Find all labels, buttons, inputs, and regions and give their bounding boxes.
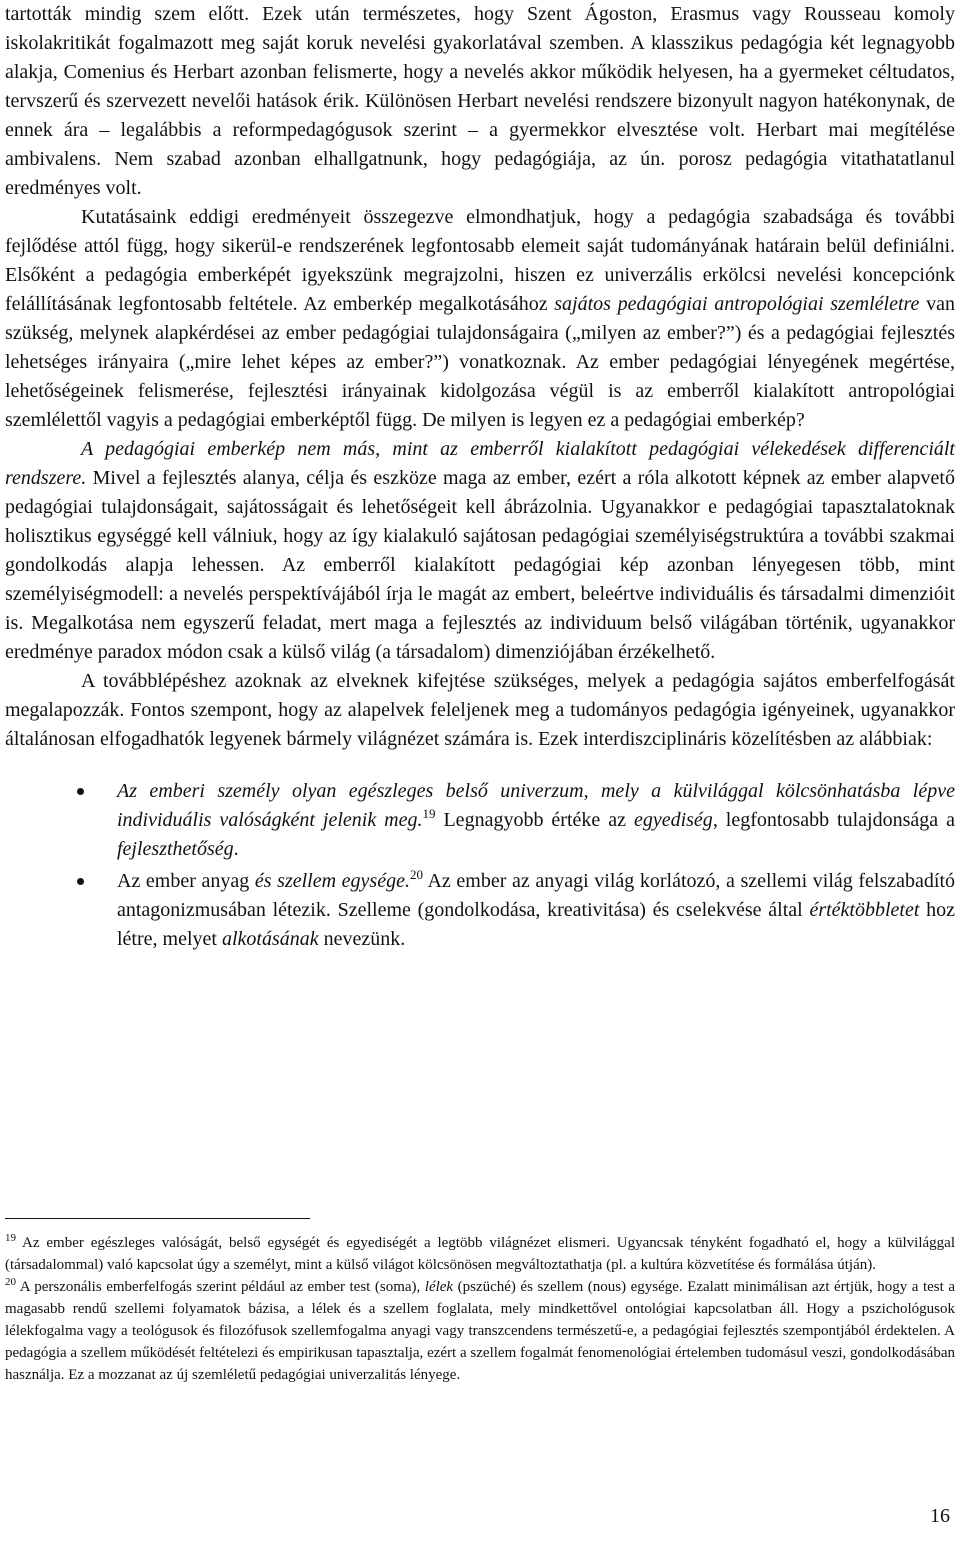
main-text	[5, 0, 955, 754]
footnote-divider	[5, 1218, 310, 1219]
emphasis: sajátos pedagógiai antropológiai szemléletre	[554, 293, 920, 315]
footnote-20: $^{20}$ A perszonális emberfelfogás szerint például az ember test (soma), lélek (pszüché) és szellem (nous) egysége. Ezalatt minimálisan azt értjük, hogy a test a magasabb rendű szellemi folyamatok bázisa, a lélek és a szellem foglalata, mely mindkettővel ontológiai kapcsolatban áll. Hogy a pszichológusok lélekfogalma vagy a teológusok és filozófusok szellemfogalma anyagi vagy transzcendens természetű-e, a pedagógiai fejlesztés szempontjából érdektelen. A pedagógia a szellem működését feltételezi és empirikusan tapasztalja, ezért a szellem fogalmát fenomenológiai értelemben tudomásul veszi, gondolkodásában használja. Ez a mozzanat az új szemléletű pedagógiai univerzalitás lényege.	[5, 1276, 955, 1383]
paragraph-1: tartották mindig szem előtt. Ezek után természetes, hogy Szent Ágoston, Erasmus vagy Rousseau komoly iskolakritikát fogalmazott meg saját koruk nevelési gyakorlatával szemben. A klasszikus pedagógia két legnagyobb alakja, Comenius és Herbart azonban felismerte, hogy a nevelés akkor működik helyesen, ha a gyermeket céltudatos, tervszerű és szervezett nevelői hatások érik. Különösen Herbart nevelési rendszere bizonyult nagyon hatékonynak, de ennek ára – legalábbis a reformpedagógusok szerint – a gyermekkor elvesztése volt. Herbart mai megítélése ambivalens. Nem szabad azonban elhallgatnunk, hogy pedagógiája, az ún. porosz pedagógia vitathatatlanul eredményes volt.	[5, 3, 955, 199]
document-page	[5, 0, 955, 1527]
footnote-number: 19	[5, 1232, 16, 1244]
paragraph-3: A pedagógiai emberkép nem más, mint az emberről kialakított pedagógiai vélekedések differenciált rendszere. Mivel a fejlesztés alanya, célja és eszköze maga az ember, ezért a róla alkotott képnek az ember alapvető pedagógiai tulajdonságait, sajátosságait és lehetőségeit kell ábrázolnia. Ugyanakkor e pedagógiai tapasztalatoknak holisztikus egységgé kell válniuk, hogy az így kialakuló sajátosan pedagógiai személyiségstruktúra a további szakmai gondolkodás alapja lehessen. Az emberről kialakított pedagógiai kép azonban lényegesen több, mint személyiségmodell: a nevelés perspektívájából írja le magát az embert, beleértve individuális és társadalmi dimenzióit is. Megalkotása nem egyszerű feladat, mert maga a fejlesztés az individuum belső világában történik, ugyanakkor eredménye paradox módon csak a külső világ (a társadalom) dimenziójában érzékelhető.	[5, 438, 955, 663]
footnote-19: $^{19}$ Az ember egészleges valóságát, belső egységét és egyediségét a legtöbb világnézet elismeri. Ugyancsak tényként fogadható el, hogy a külvilággal (társadalommal) való kapcsolat úgy a személyt, mint a külső világot kölcsönösen megváltoztathatja (pl. a kultúra közvetítése és formálása útján).	[5, 1232, 955, 1273]
footnote-ref[interactable]: 19	[422, 806, 436, 821]
principles-list	[5, 777, 955, 954]
footnote-ref[interactable]: 20	[409, 867, 423, 882]
list-item: Az emberi személy olyan egészleges belső univerzum, mely a külvilággal kölcsönhatásba lépve individuális valóságként jelenik meg.$^{19}$ Legnagyobb értéke az egyediség, legfontosabb tulajdonsága a fejleszthetőség.	[5, 777, 955, 864]
list-item: Az ember anyag és szellem egysége.$^{20}$ Az ember az anyagi világ korlátozó, a szellemi világ felszabadító antagonizmusában létezik. Szelleme (gondolkodása, kreativitása) és cselekvése által értéktöbbletet hoz létre, melyet alkotásának nevezünk.	[5, 867, 955, 954]
bullet-icon	[77, 878, 84, 885]
paragraph-2: Kutatásaink eddigi eredményeit összegezve elmondhatjuk, hogy a pedagógia szabadsága és további fejlődése attól függ, hogy sikerül-e rendszerének legfontosabb elemeit saját tudományának határain belül definiálni. Elsőként a pedagógia emberképét igyekszünk megrajzolni, hiszen ez univerzális erkölcsi nevelési koncepciónk felállításának legfontosabb feltétele. Az emberkép megalkotásához sajátos pedagógiai antropológiai szemléletre van szükség, melynek alapkérdései az ember pedagógiai tulajdonságaira („milyen az ember?”) és a pedagógiai fejlesztés lehetséges irányaira („mire lehet képes az ember?”) vonatkoznak. Az ember pedagógiai lényegének megértése, lehetőségeinek felismerése, fejlesztési irányainak kidolgozása végül is az emberről kialakított antropológiai szemlélettől vagyis a pedagógiai emberképtől függ. De milyen is legyen ez a pedagógiai emberkép?	[5, 206, 955, 431]
page-number: 16	[930, 1505, 950, 1527]
paragraph-4: A továbblépéshez azoknak az elveknek kifejtése szükséges, melyek a pedagógia sajátos emberfelfogását megalapozzák. Fontos szempont, hogy az alapelvek feleljenek meg a tudományos pedagógia igényeinek, ugyanakkor általánosan elfogadhatók legyenek bármely világnézet számára is. Ezek interdiszciplináris közelítésben az alábbiak:	[5, 670, 955, 750]
definition-emphasis: A pedagógiai emberkép nem más, mint az emberről kialakított pedagógiai vélekedések differenciált rendszere.	[5, 438, 955, 489]
footnotes	[5, 1232, 955, 1386]
bullet-icon	[77, 788, 84, 795]
footnote-number: 20	[5, 1276, 16, 1288]
